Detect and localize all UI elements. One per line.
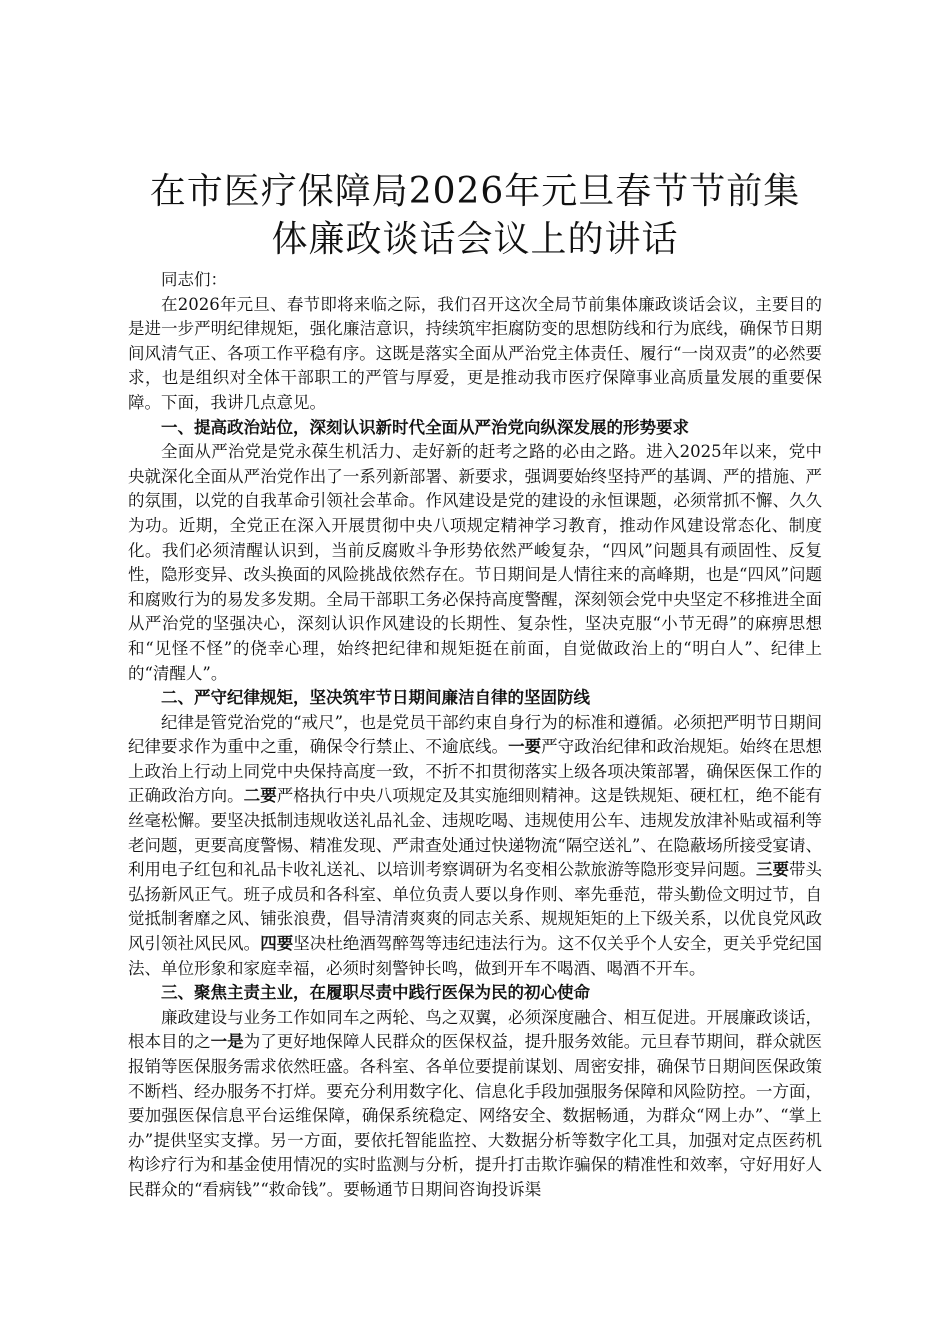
section-1-paragraph: 全面从严治党是党永葆生机活力、走好新的赶考之路的必由之路。进入2025年以来，党中央就深化全面从严治党作出了一系列新部署、新要求，强调要始终坚持严的基调、严的措施、严的氛围，以党的自我革命引领社会革命。作风建设是党的建设的永恒课题，必须常抓不懈、久久为功。近期，全党正在深入开展贯彻中央八项规定精神学习教育，推动作风建设常态化、制度化。我们必须清醒认识到，当前反腐败斗争形势依然严峻复杂，“四风”问题具有顽固性、反复性，隐形变异、改头换面的风险挑战依然存在。节日期间是人情往来的高峰期，也是“四风”问题和腐败行为的易发多发期。全局干部职工务必保持高度警醒，深刻领会党中央坚定不移推进全面从严治党的坚强决心，深刻认识作风建设的长期性、复杂性，坚决克服“小节无碍”的麻痹思想和“见怪不怪”的侥幸心理，始终把纪律和规矩挺在前面，自觉做政治上的“明白人”、纪律上的“清醒人”。: [128, 442, 822, 683]
section-3-heading: 三、聚焦主责主业，在履职尽责中践行医保为民的初心使命: [161, 983, 590, 1003]
section-2-text-2: 严守政治纪律和政治规矩。始终在思想上政治上行动上同党中央保持高度一致，不折不扣贯彻落实上级各项决策部署，确保医保工作的正确政治方向。: [128, 737, 823, 806]
document-title: 在市医疗保障局2026年元旦春节节前集体廉政谈话会议上的讲话: [149, 171, 801, 260]
section-2-keyword-1: 一要: [508, 737, 542, 757]
section-3-keyword-1: 一是: [210, 1032, 244, 1052]
section-2-text-4: 带头弘扬新风正气。班子成员和各科室、单位负责人要以身作则、率先垂范，带头勤俭文明过节，自觉抵制奢靡之风、铺张浪费，倡导清清爽爽的同志关系、规规矩矩的上下级关系，以优良党风政风引领社风民风。: [128, 860, 823, 954]
section-2-paragraph: [128, 711, 822, 982]
section-3-text-2: 为了更好地保障人民群众的医保权益，提升服务效能。元旦春节期间，群众就医报销等医保服务需求依然旺盛。各科室、各单位要提前谋划、周密安排，确保节日期间医保政策不断档、经办服务不打烊。要充分利用数字化、信息化手段加强服务保障和风险防控。一方面，要加强医保信息平台运维保障，确保系统稳定、网络安全、数据畅通，为群众“网上办”、“掌上办”提供坚实支撑。另一方面，要依托智能监控、大数据分析等数字化工具，加强对定点医药机构诊疗行为和基金使用情况的实时监测与分析，提升打击欺诈骗保的精准性和效率，守好用好人民群众的“看病钱”“救命钱”。要畅通节日期间咨询投诉渠: [128, 1032, 823, 1199]
section-1-heading: 一、提高政治站位，深刻认识新时代全面从严治党向纵深发展的形势要求: [161, 417, 689, 437]
section-2-keyword-4: 四要: [260, 934, 294, 954]
section-2-keyword-2: 二要: [243, 786, 277, 806]
section-3-paragraph: [128, 1006, 822, 1203]
intro-paragraph: 在2026年元旦、春节即将来临之际，我们召开这次全局节前集体廉政谈话会议，主要目的是进一步严明纪律规矩，强化廉洁意识，持续筑牢拒腐防变的思想防线和行为底线，确保节日期间风清气正、各项工作平稳有序。这既是落实全面从严治党主体责任、履行“一岗双责”的必然要求，也是组织对全体干部职工的严管与厚爱，更是推动我市医疗保障事业高质量发展的重要保障。下面，我讲几点意见。: [128, 294, 822, 412]
greeting: 同志们：: [161, 270, 227, 289]
section-2-text-3: 严格执行中央八项规定及其实施细则精神。这是铁规矩、硬杠杠，绝不能有丝毫松懈。要坚决抵制违规收送礼品礼金、违规吃喝、违规使用公车、违规发放津补贴或福利等老问题，更要高度警惕、精准发现、严肃查处通过快递物流“隔空送礼”、在隐蔽场所接受宴请、利用电子红包和礼品卡收礼送礼、以培训考察调研为名变相公款旅游等隐形变异问题。: [128, 786, 823, 880]
section-2-keyword-3: 三要: [755, 860, 789, 880]
section-3-text-1: 廉政建设与业务工作如同车之两轮、鸟之双翼，必须深度融合、相互促进。开展廉政谈话，根本目的之: [128, 1007, 822, 1052]
section-2-text-1: 纪律是管党治党的“戒尺”，也是党员干部约束自身行为的标准和遵循。必须把严明节日期间纪律要求作为重中之重，确保令行禁止、不逾底线。: [128, 712, 822, 757]
section-2-text-5: 坚决杜绝酒驾醉驾等违纪违法行为。这不仅关乎个人安全，更关乎党纪国法、单位形象和家庭幸福，必须时刻警钟长鸣，做到开车不喝酒、喝酒不开车。: [128, 934, 823, 978]
section-2-heading: 二、严守纪律规矩，坚决筑牢节日期间廉洁自律的坚固防线: [161, 688, 590, 708]
